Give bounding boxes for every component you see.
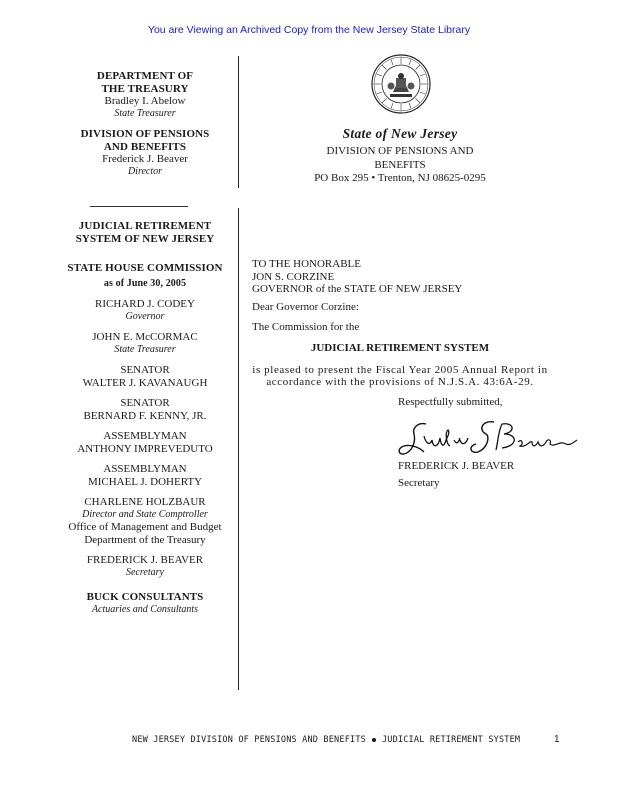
signature-icon — [398, 418, 578, 460]
member-title: Governor — [125, 310, 165, 322]
member-honorific: SENATOR — [120, 397, 170, 409]
commission-block — [58, 262, 232, 290]
member-item — [58, 331, 232, 356]
bullet-icon — [372, 738, 376, 742]
director-name: Frederick J. Beaver — [102, 153, 188, 165]
dept-line2: THE TREASURY — [101, 82, 189, 95]
treasurer-name: Bradley I. Abelow — [104, 95, 186, 107]
member-item — [58, 298, 232, 323]
division-line2: AND BENEFITS — [103, 140, 187, 153]
system-name: JUDICIAL RETIREMENT SYSTEM — [310, 342, 490, 354]
letterhead-address: PO Box 295 • Trenton, NJ 08625-0295 — [314, 172, 486, 184]
director-title: Director — [127, 165, 163, 177]
footer-left: NEW JERSEY DIVISION OF PENSIONS AND BENEFITS — [132, 735, 366, 745]
member-name: BERNARD F. KENNY, JR. — [83, 409, 207, 422]
consultants-name: BUCK CONSULTANTS — [86, 591, 204, 603]
commission-date: as of June 30, 2005 — [103, 277, 187, 289]
division-line1: DIVISION OF PENSIONS — [80, 128, 210, 140]
member-item — [58, 397, 232, 422]
member-item — [58, 496, 232, 546]
state-seal-icon — [371, 54, 431, 114]
page-number: 1 — [554, 734, 560, 745]
member-name: MICHAEL J. DOHERTY — [87, 475, 203, 488]
closing: Respectfully submitted, — [398, 396, 503, 408]
member-item — [58, 463, 232, 488]
member-name: RICHARD J. CODEY — [95, 298, 195, 310]
member-item — [58, 364, 232, 389]
member-office: Office of Management and Budget — [68, 521, 222, 533]
member-honorific: ASSEMBLYMAN — [103, 430, 187, 442]
body-line-2: accordance with the provisions of N.J.S.A. 43:6A-29. — [266, 376, 534, 388]
system-block — [58, 220, 232, 245]
page-footer — [132, 735, 520, 745]
signer-title: Secretary — [398, 477, 440, 489]
member-item — [58, 430, 232, 455]
member-honorific: SENATOR — [120, 364, 170, 376]
recipient-block — [252, 258, 462, 296]
member-title: Secretary — [126, 566, 164, 578]
recipient-line: GOVERNOR of the STATE OF NEW JERSEY — [252, 283, 463, 295]
treasury-block — [58, 70, 232, 178]
treasurer-title: State Treasurer — [114, 107, 176, 119]
footer-right: JUDICIAL RETIREMENT SYSTEM — [381, 735, 521, 745]
archive-banner: You are Viewing an Archived Copy from the New Jersey State Library — [147, 24, 471, 36]
member-title: Director and State Comptroller — [82, 508, 208, 520]
member-name: JOHN E. McCORMAC — [92, 331, 198, 343]
system-line2: SYSTEM OF NEW JERSEY — [75, 232, 215, 245]
letterhead — [300, 145, 500, 186]
consultants-block — [58, 591, 232, 616]
recipient-line: TO THE HONORABLE — [252, 258, 361, 270]
body-line-1: is pleased to present the Fiscal Year 2005 Annual Report in — [252, 364, 548, 376]
recipient-line: JON S. CORZINE — [252, 270, 335, 283]
dept-line1: DEPARTMENT OF — [96, 70, 194, 82]
member-name: ANTHONY IMPREVEDUTO — [77, 442, 213, 455]
member-honorific: ASSEMBLYMAN — [103, 463, 187, 475]
member-item — [58, 554, 232, 579]
signer-name: FREDERICK J. BEAVER — [398, 460, 515, 472]
member-department: Department of the Treasury — [84, 533, 206, 546]
left-divider — [90, 206, 188, 207]
member-list — [58, 298, 232, 616]
member-name: WALTER J. KAVANAUGH — [82, 376, 208, 389]
member-name: CHARLENE HOLZBAUR — [84, 496, 206, 508]
member-title: State Treasurer — [114, 343, 176, 355]
system-line1: JUDICIAL RETIREMENT — [78, 220, 212, 232]
commission-title: STATE HOUSE COMMISSION — [67, 262, 223, 274]
intro-text: The Commission for the — [252, 321, 360, 333]
vertical-rule-top — [238, 56, 239, 188]
consultants-title: Actuaries and Consultants — [91, 603, 199, 615]
letterhead-division: DIVISION OF PENSIONS AND BENEFITS — [326, 145, 474, 171]
salutation: Dear Governor Corzine: — [252, 301, 359, 313]
member-name: FREDERICK J. BEAVER — [86, 554, 204, 566]
state-of-new-jersey: State of New Jersey — [342, 126, 458, 141]
vertical-rule-bottom — [238, 208, 239, 690]
